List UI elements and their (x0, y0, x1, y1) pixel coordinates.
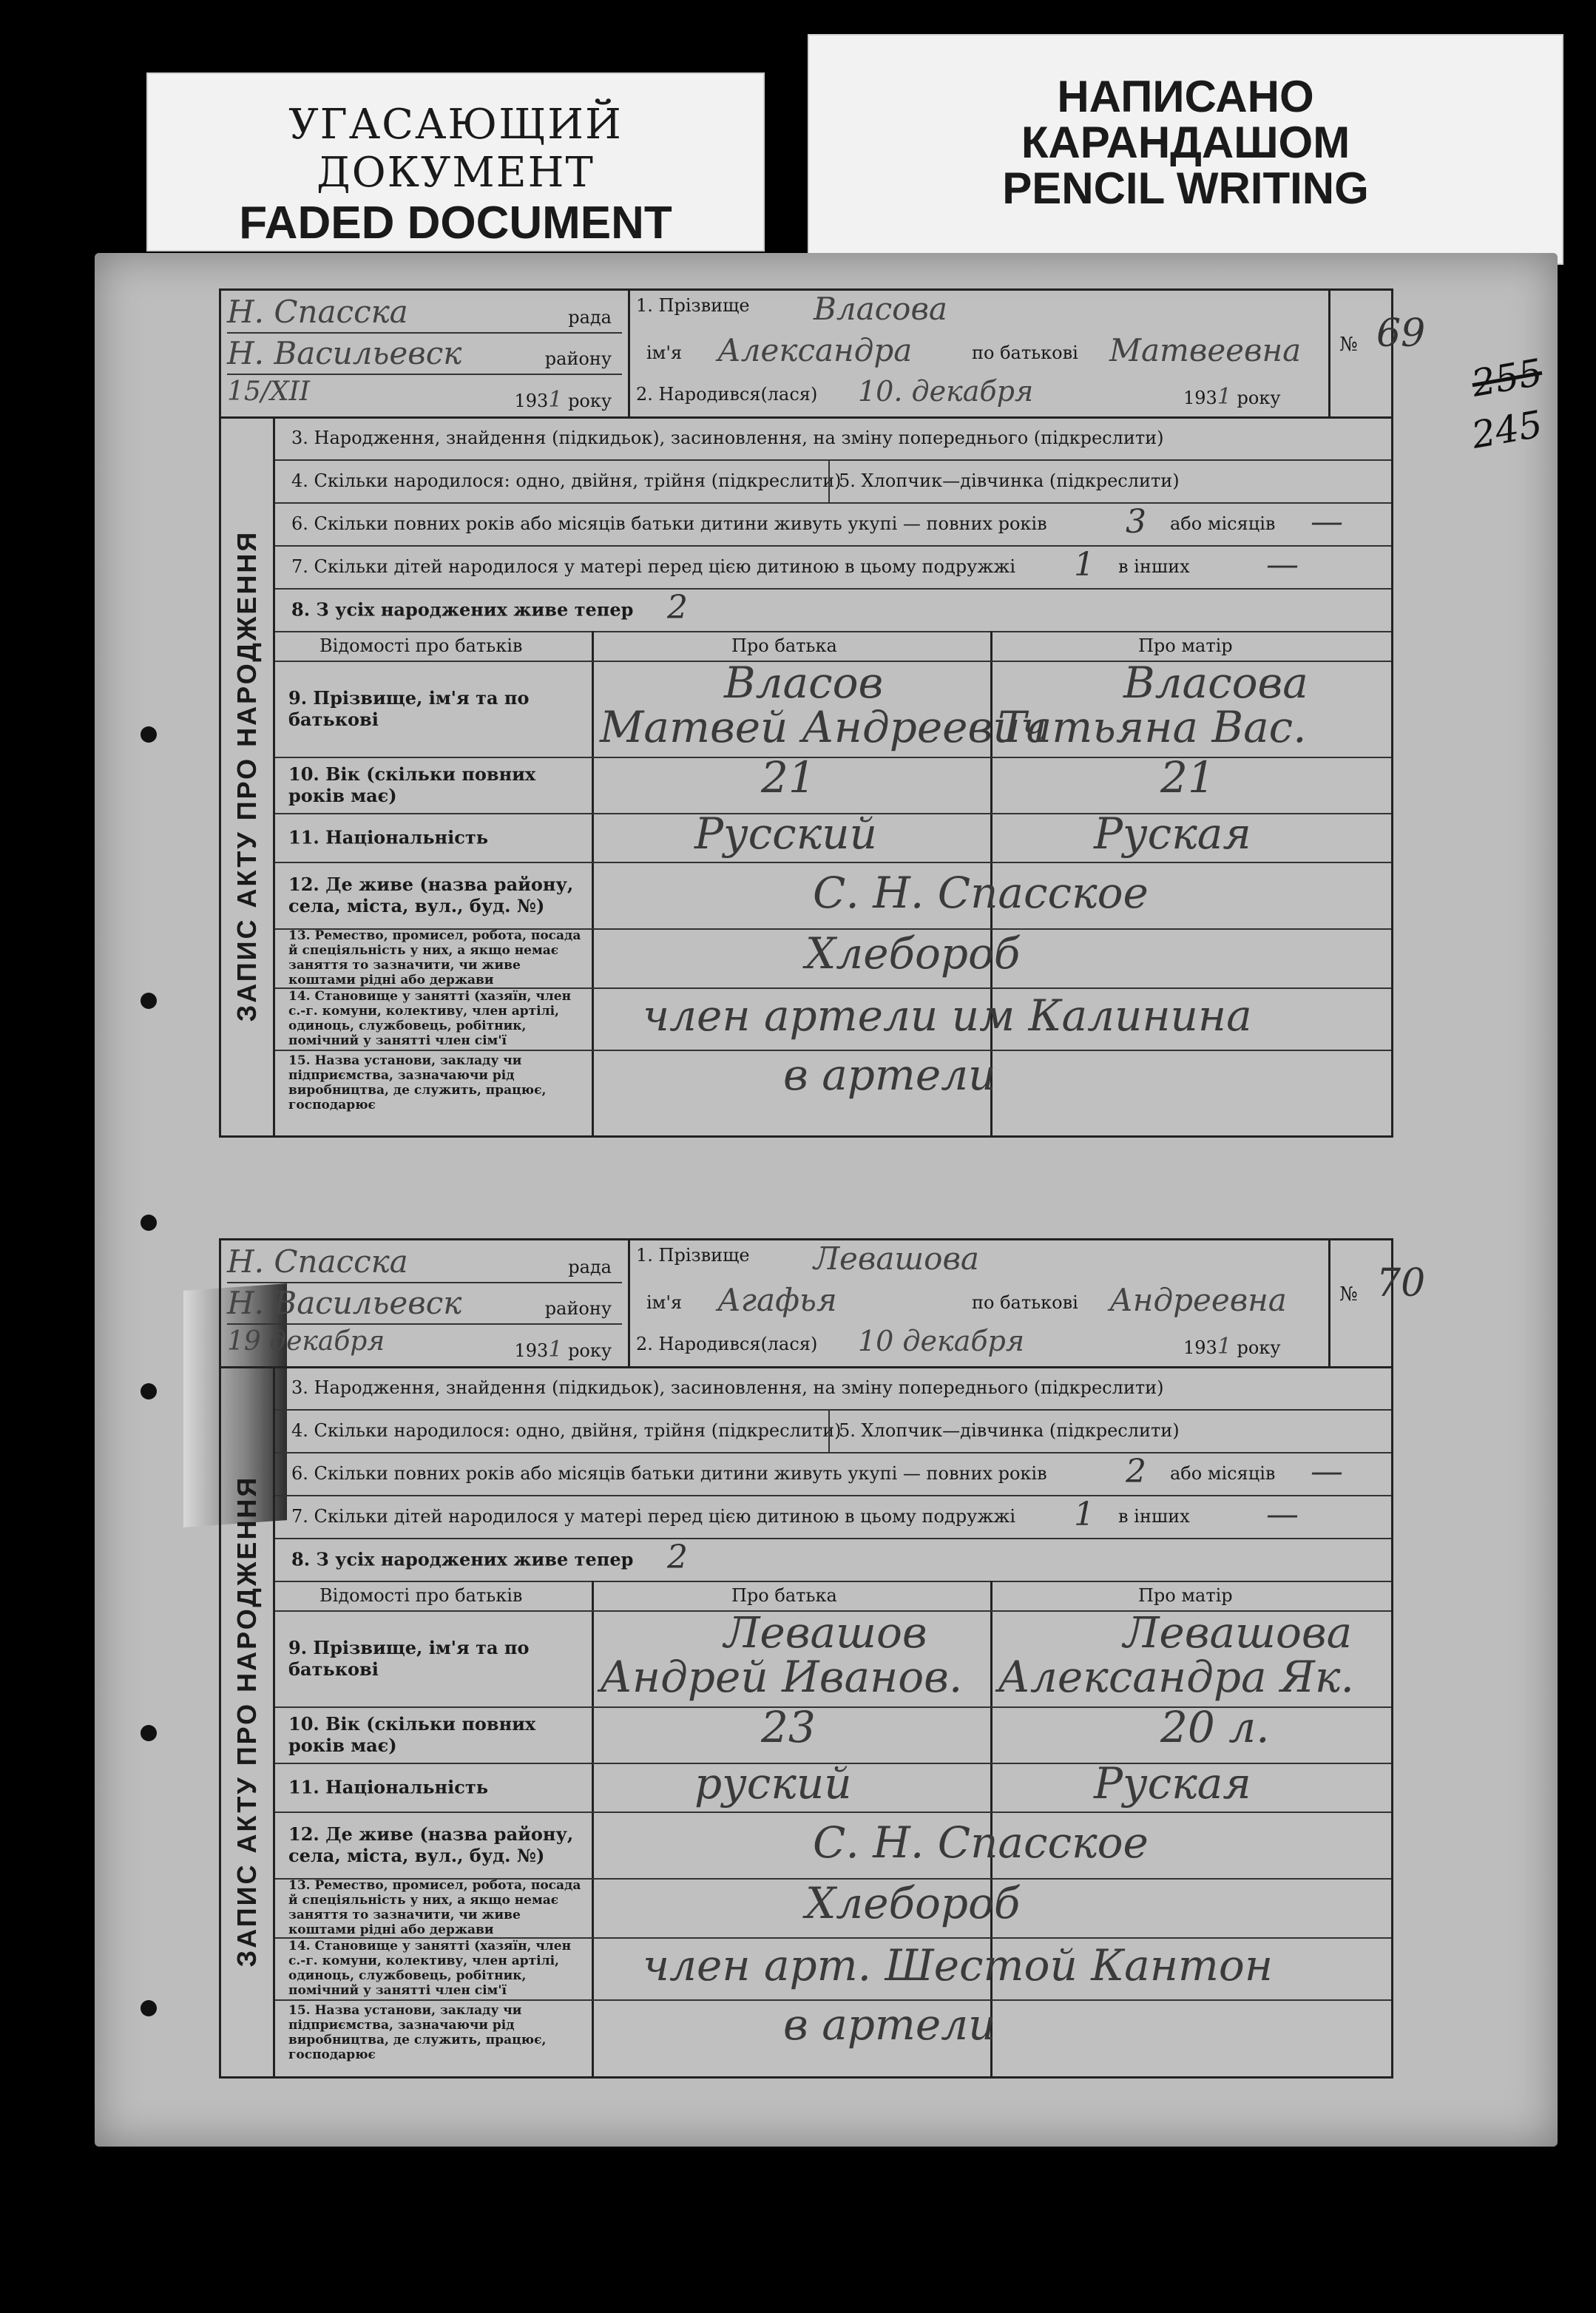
mother-age-value: 20 л. (1160, 1702, 1270, 1752)
grid-line (227, 1243, 622, 1283)
father-name-value: Матвей Андреевич (600, 702, 1047, 752)
form-label-q4: 4. Скільки народилося: одно, двійня, трійня (підкреслити) (291, 470, 842, 491)
q10-label (275, 757, 592, 814)
form-label-year-printed: 193 (1183, 1337, 1217, 1358)
q11-label (275, 1763, 592, 1813)
position-value: член арт. Шестой Кантон (643, 1940, 1274, 1990)
grid-line (636, 291, 1322, 332)
children-other-value: — (1266, 545, 1299, 584)
q9-label (275, 1610, 592, 1708)
row-q8 (275, 588, 1391, 632)
grid-line (592, 1581, 594, 2076)
mother-surname-value: Власова (1123, 658, 1308, 708)
birth-record-70 (219, 1238, 1426, 2079)
binding-hole (141, 1215, 157, 1231)
record-header (221, 1240, 1426, 1368)
form-label-q3: 3. Народження, знайдення (підкидьок), засиновлення, на зміну попереднього (підкреслити) (291, 1377, 1164, 1398)
father-nationality-value: руский (694, 1758, 852, 1809)
children-other-value: — (1266, 1495, 1299, 1533)
binding-hole (141, 726, 157, 743)
surname-label: 1. Прізвище (636, 295, 750, 316)
rada-value: Н. Спасска (227, 294, 408, 330)
address-value: С. Н. Спасское (813, 868, 1149, 918)
row-q6 (275, 1452, 1391, 1496)
about-father-label: Про батька (731, 635, 837, 656)
rayon-value: Н. Васильевск (227, 335, 462, 371)
workplace-value: в артели (783, 1999, 996, 2050)
q14-label (275, 987, 592, 1051)
years-together-value: 3 (1126, 502, 1146, 541)
header-locality (221, 291, 630, 416)
grid-line (227, 1285, 622, 1325)
header-child (630, 291, 1330, 416)
grid-line (592, 1937, 1391, 1939)
side-title (221, 416, 275, 1135)
grid-line (636, 332, 1322, 374)
faded-tag-english: FADED DOCUMENT (239, 197, 672, 249)
form-label-q15: 15. Назва установи, закладу чи підприємства, зазначаючи рід виробництва, де служить, працює, господарює (288, 2003, 547, 2062)
form-label-q12: 12. Де живе (назва району, села, міста, вул., буд. №) (288, 874, 574, 916)
grid-line (227, 335, 622, 375)
registration-date-value: 15/XII (227, 377, 311, 407)
form-label-q14: 14. Становище у занятті (хазяїн, член с.-г. комуни, колективу, член артілі, одиноць, службовець, робітник, помічний у занятті член сім'ї (288, 989, 572, 1048)
side-title (221, 1366, 275, 2076)
form-label-parents-info: Відомості про батьків (319, 635, 523, 656)
surname-value: Власова (814, 291, 947, 327)
mother-name-value: Татьяна Вас. (998, 702, 1307, 752)
surname-value: Левашова (814, 1240, 979, 1277)
form-label-q8: 8. З усіх народжених живе тепер (291, 598, 634, 621)
occupation-value: Хлебороб (805, 1878, 1021, 1928)
grid-line (592, 813, 1391, 814)
children-before-value: 1 (1074, 1495, 1095, 1533)
address-value: С. Н. Спасское (813, 1817, 1149, 1868)
q14-label (275, 1937, 592, 2001)
form-label-q7a: 7. Скільки дітей народилося у матері перед цією дитиною в цьому подружжі (291, 556, 1016, 577)
workplace-value: в артели (783, 1050, 996, 1100)
grid-line (227, 1326, 622, 1363)
mother-nationality-value: Руская (1094, 1758, 1251, 1809)
mother-surname-value: Левашова (1123, 1607, 1353, 1658)
rada-value: Н. Спасска (227, 1243, 408, 1280)
binding-hole (141, 1725, 157, 1741)
father-age-value: 21 (761, 752, 816, 803)
form-label-year-printed: 193 (1183, 388, 1217, 408)
header-number (1330, 291, 1426, 416)
record-number-value: 70 (1376, 1261, 1426, 1306)
children-before-value: 1 (1074, 545, 1095, 584)
form-label-side-title: ЗАПИС АКТУ ПРО НАРОДЖЕННЯ (231, 1475, 262, 1968)
form-label-q4: 4. Скільки народилося: одно, двійня, трійня (підкреслити) (291, 1420, 842, 1441)
q12-label (275, 1811, 592, 1880)
father-age-value: 23 (761, 1702, 816, 1752)
row-q4-q5 (275, 1409, 1391, 1453)
row-q7 (275, 545, 1391, 590)
number-label: № (1339, 334, 1358, 356)
born-date-value: 10 декабря (858, 1325, 1025, 1357)
form-label-q11: 11. Національність (288, 1776, 488, 1798)
faded-document-tag (146, 72, 765, 251)
name-value: Агафья (717, 1282, 837, 1318)
grid-line (636, 1240, 1322, 1282)
form-label-q12: 12. Де живе (назва району, села, міста, вул., буд. №) (288, 1823, 574, 1866)
form-label-q9: 9. Прізвище, ім'я та по батькові (288, 1637, 530, 1680)
form-label-side-title: ЗАПИС АКТУ ПРО НАРОДЖЕННЯ (231, 530, 262, 1022)
grid-line (592, 1763, 1391, 1764)
record-header (221, 291, 1426, 419)
row-q7 (275, 1495, 1391, 1539)
row-q4-q5 (275, 459, 1391, 504)
q13-label (275, 928, 592, 989)
form-label-roku: року (568, 391, 612, 411)
form-label-roku: року (1237, 1337, 1281, 1358)
grid-line (592, 1050, 1391, 1051)
born-label: 2. Народився(лася) (636, 1334, 818, 1354)
months-together-value: — (1311, 502, 1343, 541)
form-label-q6a: 6. Скільки повних років або місяців батьки дитини живуть укупі — повних років (291, 1463, 1047, 1484)
years-together-value: 2 (1126, 1452, 1146, 1490)
form-label-q14: 14. Становище у занятті (хазяїн, член с.-г. комуни, колективу, член артілі, одиноць, службовець, робітник, помічний у занятті член сім'ї (288, 1939, 572, 1998)
row-q6 (275, 502, 1391, 547)
header-locality (221, 1240, 630, 1366)
record-number-value: 69 (1376, 311, 1426, 356)
form-label-parents-info: Відомості про батьків (319, 1585, 523, 1606)
mother-name-value: Александра Як. (998, 1652, 1354, 1702)
number-label: № (1339, 1283, 1358, 1306)
months-together-value: — (1311, 1452, 1343, 1490)
grid-line (636, 1282, 1322, 1323)
grid-line (227, 294, 622, 334)
registration-year: 1931 року (514, 387, 612, 413)
father-name-value: Андрей Иванов. (600, 1652, 963, 1702)
rayon-value: Н. Васильевск (227, 1285, 462, 1321)
form-label-q10: 10. Вік (скільки повних років має) (288, 763, 536, 806)
grid-line (592, 757, 1391, 758)
form-label-q6a: 6. Скільки повних років або місяців батьки дитини живуть укупі — повних років (291, 513, 1047, 534)
pencil-tag-russian-2: КАРАНДАШОМ (1021, 118, 1350, 167)
grid-line (592, 928, 1391, 930)
born-year: 1931 року (1183, 384, 1281, 410)
q15-label (275, 1050, 592, 1116)
name-value: Александра (717, 332, 913, 368)
form-label-year-printed: 193 (514, 391, 549, 411)
father-surname-value: Левашов (724, 1607, 927, 1658)
registration-date-value: 19 декабря (227, 1326, 385, 1357)
binding-hole (141, 2000, 157, 2016)
form-label-q6b: або місяців (1170, 1463, 1276, 1484)
grid-line (828, 459, 830, 502)
form-label-q9: 9. Прізвище, ім'я та по батькові (288, 687, 530, 730)
name-label: ім'я (646, 342, 683, 363)
born-year: 1931 року (1183, 1334, 1281, 1360)
registration-year: 1931 року (514, 1337, 612, 1363)
patronymic-label: по батькові (972, 342, 1078, 363)
form-label-q10: 10. Вік (скільки повних років має) (288, 1713, 536, 1756)
patronymic-label: по батькові (972, 1292, 1078, 1313)
mother-nationality-value: Руская (1094, 808, 1251, 859)
occupation-value: Хлебороб (805, 928, 1021, 979)
grid-line (592, 1811, 1391, 1813)
mother-age-value: 21 (1160, 752, 1215, 803)
alive-value: 2 (667, 1538, 688, 1576)
binding-hole (141, 1383, 157, 1399)
father-nationality-value: Русский (694, 808, 877, 859)
q11-label (275, 813, 592, 863)
row-q3 (275, 1366, 1391, 1411)
grid-line (592, 987, 1391, 989)
birth-record-69 (219, 288, 1426, 1138)
form-label-q13: 13. Ремество, промисел, робота, посада й спеціяльність у них, а якщо немає заняття то зазначити, чи живе коштами рідні або держави (288, 928, 581, 987)
rayon-label: району (544, 1298, 612, 1319)
form-label-q5: 5. Хлопчик—дівчинка (підкреслити) (839, 470, 1180, 491)
position-value: член артели им Калинина (643, 990, 1252, 1041)
grid-line (592, 1706, 1391, 1708)
alive-value: 2 (667, 588, 688, 627)
grid-line (592, 1878, 1391, 1880)
surname-label: 1. Прізвище (636, 1245, 750, 1266)
grid-line (636, 1326, 1322, 1363)
about-father-label: Про батька (731, 1585, 837, 1606)
form-label-q13: 13. Ремество, промисел, робота, посада й спеціяльність у них, а якщо немає заняття то зазначити, чи живе коштами рідні або держави (288, 1878, 581, 1937)
pencil-tag-english: PENCIL WRITING (1002, 163, 1369, 213)
about-mother-label: Про матір (1138, 1585, 1233, 1606)
form-label-q3: 3. Народження, знайдення (підкидьок), засиновлення, на зміну попереднього (підкреслити) (291, 428, 1164, 448)
faded-tag-russian: УГАСАЮЩИЙ ДОКУМЕНТ (288, 101, 623, 197)
form-label-q7b: в інших (1118, 556, 1190, 577)
form-label-roku: року (568, 1340, 612, 1361)
q10-label (275, 1706, 592, 1764)
form-label-roku: року (1237, 388, 1281, 408)
born-label: 2. Народився(лася) (636, 384, 818, 405)
q15-label (275, 1999, 592, 2066)
form-label-q6b: або місяців (1170, 513, 1276, 534)
q12-label (275, 862, 592, 930)
q13-label (275, 1878, 592, 1939)
rayon-label: району (544, 348, 612, 369)
margin-number-2: 245 (1468, 402, 1546, 457)
row-q8 (275, 1538, 1391, 1582)
header-number (1330, 1240, 1426, 1366)
q9-label (275, 661, 592, 758)
name-label: ім'я (646, 1292, 683, 1313)
grid-line (636, 377, 1322, 413)
form-label-q7b: в інших (1118, 1506, 1190, 1527)
pencil-writing-tag (808, 34, 1563, 265)
parents-info-label (275, 631, 592, 662)
form-label-q11: 11. Національність (288, 826, 488, 848)
form-label-q7a: 7. Скільки дітей народилося у матері перед цією дитиною в цьому подружжі (291, 1506, 1016, 1527)
grid-line (227, 377, 622, 413)
about-mother-label: Про матір (1138, 635, 1233, 656)
grid-line (592, 631, 594, 1135)
father-surname-value: Власов (724, 658, 884, 708)
margin-number-1: 255 (1468, 351, 1546, 405)
pencil-tag-russian-1: НАПИСАНО (1057, 72, 1314, 121)
grid-line (828, 1409, 830, 1452)
form-label-year-printed: 193 (514, 1340, 549, 1361)
header-child (630, 1240, 1330, 1366)
grid-line (592, 862, 1391, 863)
grid-line (592, 1999, 1391, 2001)
patronymic-value: Матвеевна (1109, 332, 1302, 368)
binding-hole (141, 993, 157, 1009)
born-date-value: 10. декабря (858, 375, 1034, 408)
rada-label: рада (568, 1257, 612, 1277)
parents-info-label (275, 1581, 592, 1612)
form-label-q5: 5. Хлопчик—дівчинка (підкреслити) (839, 1420, 1180, 1441)
form-label-q8: 8. З усіх народжених живе тепер (291, 1548, 634, 1570)
patronymic-value: Андреевна (1109, 1282, 1287, 1318)
rada-label: рада (568, 307, 612, 328)
form-label-q15: 15. Назва установи, закладу чи підприємства, зазначаючи рід виробництва, де служить, працює, господарює (288, 1053, 547, 1112)
row-q3 (275, 416, 1391, 461)
